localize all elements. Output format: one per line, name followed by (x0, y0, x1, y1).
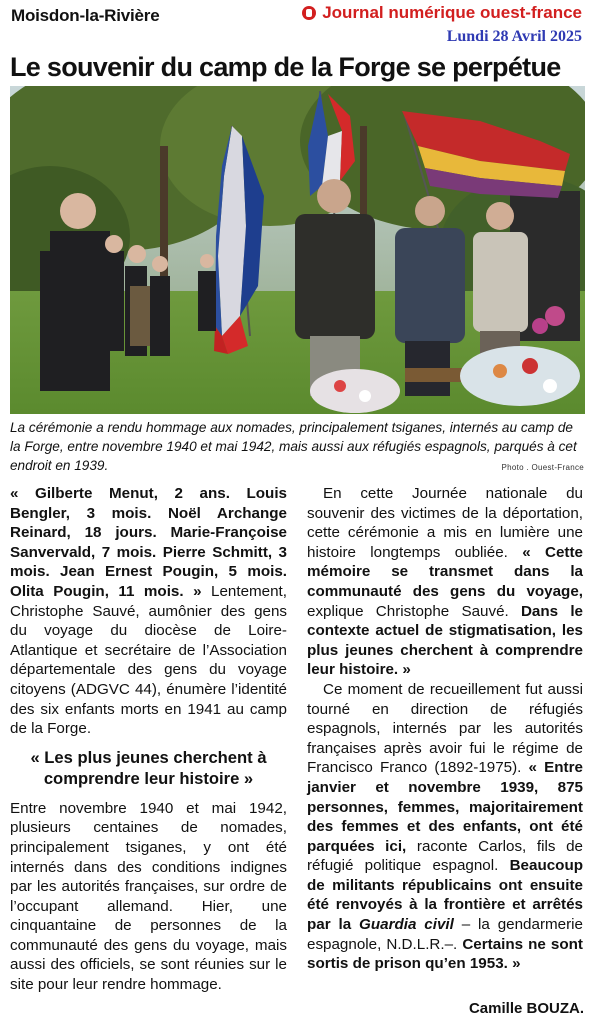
article-headline: Le souvenir du camp de la Forge se perpétue (10, 52, 561, 82)
intro-text: Lentement, Christophe Sauvé, aumônier des gens du voyage du diocèse de Loire-Atlantique et secrétaire de l’Association départementale des gens du voyage citoyens (ADGVC 44), énumère l’identité des six enfants morts en 1941 au camp de la Forge. (10, 582, 287, 738)
article-column-right (307, 484, 583, 974)
carlos-quote-part3: Certains ne sont sortis de prison qu’en 1953. » (307, 935, 583, 973)
brand-label: Journal numérique ouest-france (322, 3, 582, 22)
publication-brand (302, 3, 582, 23)
sauve-quote-part1: « Cette mémoire se transmet dans la communauté des gens du voyage, (307, 543, 583, 600)
pull-quote: « Les plus jeunes cherchent à comprendre leur histoire » (30, 747, 267, 788)
carlos-attribution: raconte Carlos, fils de réfugié politique espagnol. (307, 837, 583, 875)
paragraph-ceremony (307, 484, 583, 680)
refugees-text: Ce moment de recueillement fut aussi tourné en direction de réfugiés espagnols, internés par les autorités françaises après avoir fui le régime de Francisco Franco (1892-1975). (307, 680, 583, 777)
guardia-civil: Guardia civil (359, 916, 454, 934)
locality-label: Moisdon-la-Rivière (11, 6, 160, 25)
article-header (0, 0, 594, 52)
photo-caption: La cérémonie a rendu hommage aux nomades, principalement tsiganes, internés au camp de la Forge, entre novembre 1940 et mai 1942, mais aussi aux réfugiés espagnols, parqués à cet endroit en 1939. (10, 420, 577, 473)
sauve-quote-part2: Dans le contexte actuel de stigmatisation, les plus jeunes cherchent à comprendre leur histoire. » (307, 602, 583, 679)
carlos-quote-part2: Beaucoup de militants républicains ont ensuite été renvoyés à la frontière et arrêtés par la (307, 857, 583, 934)
paragraph-history: Entre novembre 1940 et mai 1942, plusieurs centaines de nomades, principalement tsiganes, y ont été internés dans des conditions indignes par les autorités françaises, sur ordre de l’occupant allemand. Hier, une cinquantaine de personnes de la communauté des gens du voyage, mais aussi des officiels, se sont réunies sur le site pour leur rendre hommage. (10, 799, 287, 994)
sauve-attribution: explique Christophe Sauvé. (307, 602, 521, 620)
editor-note: – la gendarmerie espagnole, N.D.L.R.–. (307, 916, 583, 953)
publication-date: Lundi 28 Avril 2025 (446, 28, 582, 45)
paragraph-intro (10, 484, 287, 739)
ceremony-text: En cette Journée nationale du souvenir des victimes de la déportation, cette cérémonie a mis en lumière une histoire longtemps oubliée. (307, 485, 583, 561)
carlos-quote-part1: « Entre janvier et novembre 1939, 875 personnes, femmes, majoritairement des femmes et des enfants, ont été parquées ici, (307, 759, 583, 855)
paragraph-spanish-refugees (307, 680, 583, 974)
ceremony-photo (10, 86, 585, 414)
children-names-quote: « Gilberte Menut, 2 ans. Louis Bengler, 3 mois. Noël Archange Reinard, 18 jours. Marie-Françoise Sanvervald, 7 mois. Pierre Schmitt, 3 mois. Jean Ernest Pougin, 5 mois. Olita Pougin, 11 mois. » (10, 485, 287, 600)
photo-credit: Photo . Ouest-France (501, 463, 584, 472)
article-column-left (10, 484, 287, 995)
author-signature: Camille BOUZA. (468, 1000, 584, 1017)
ouest-france-logo-icon (302, 6, 316, 20)
